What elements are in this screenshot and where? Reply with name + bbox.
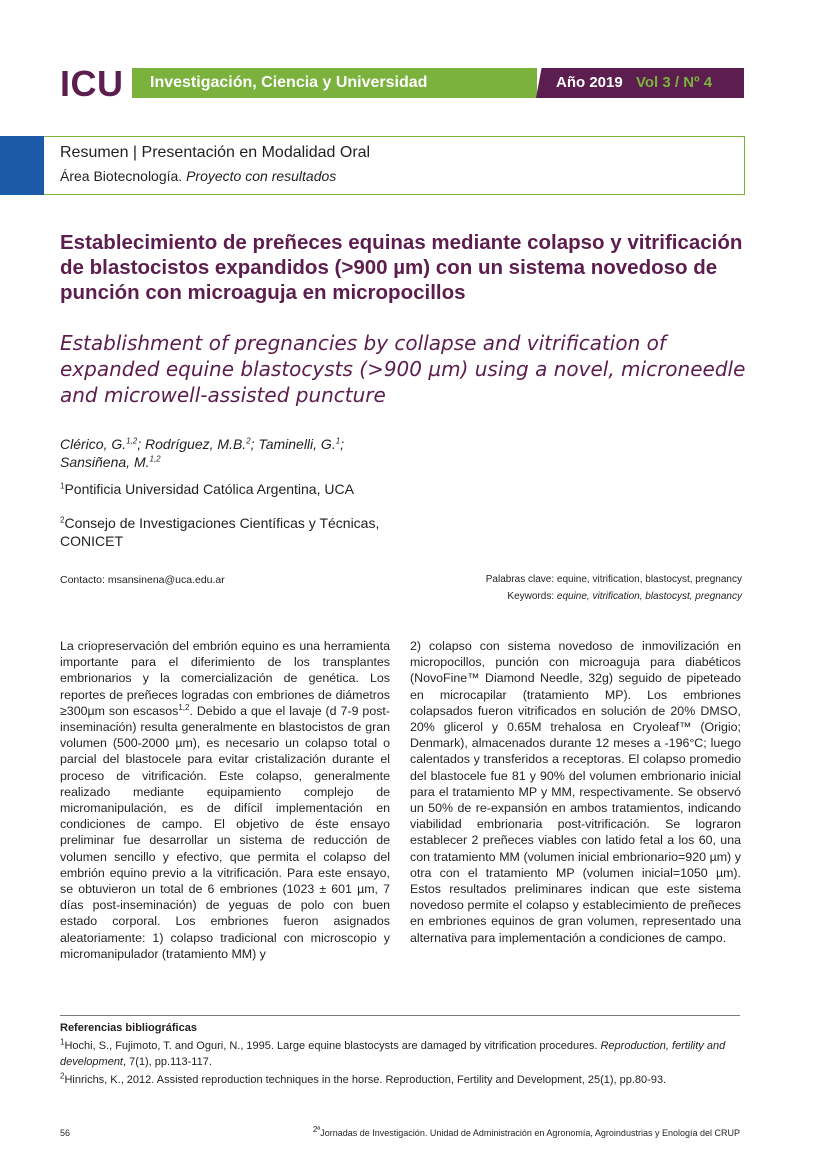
summary-type: Resumen | Presentación en Modalidad Oral — [60, 144, 371, 161]
journal-logo: ICU — [60, 63, 124, 104]
reference-text: Hochi, S., Fujimoto, T. and Oguri, N., 1995. Large equine blastocysts are damaged by vitrification procedures. — [64, 1040, 601, 1052]
reference-journal: Reproduction, fertility and development — [60, 1040, 726, 1068]
reference-sup: 2 — [60, 1071, 65, 1081]
reference-text: , 7(1), pp.113-117. — [123, 1056, 212, 1068]
affiliation — [60, 480, 390, 498]
references-heading: Referencias bibliográficas — [60, 1022, 197, 1034]
issue-year: Año 2019 — [556, 74, 623, 91]
affiliation — [60, 514, 390, 550]
page-number: 56 — [60, 1128, 71, 1138]
footer-text — [313, 1127, 740, 1139]
reference-item — [60, 1072, 740, 1088]
author-sep: ; — [137, 436, 146, 452]
author-sep: ; — [250, 436, 259, 452]
footer-label: Jornadas de Investigación. Unidad de Administración en Agronomía, Agroindustrias y Enología del CRUP — [320, 1128, 740, 1138]
title-english: Establishment of pregnancies by collapse and vitrification of expanded equine blastocysts (>900 µm) using a novel, microneedle and microwell-assisted puncture — [60, 331, 746, 407]
citation-sup: 1,2 — [178, 702, 190, 712]
affiliation-sup: 1 — [60, 481, 65, 491]
issue-volume: Vol 3 / Nº 4 — [636, 74, 713, 91]
affiliation-text: Consejo de Investigaciones Científicas y Técnicas, CONICET — [60, 515, 380, 549]
author-list — [60, 435, 440, 471]
author-sep: ; — [340, 436, 345, 452]
project-label: Proyecto con resultados — [186, 168, 337, 184]
references-divider — [60, 1015, 740, 1016]
author-name: Clérico, G. — [60, 436, 127, 452]
author-sup: 1,2 — [126, 436, 138, 446]
summary-box-accent — [0, 136, 44, 195]
summary-area — [60, 167, 336, 185]
keywords-spanish — [486, 573, 742, 587]
author-sup: 2 — [246, 436, 251, 446]
author-sup: 1,2 — [149, 454, 161, 464]
area-label: Área Biotecnología. — [60, 168, 183, 184]
body-text: . Debido a que el lavaje (d 7-9 post-inseminación) resulta generalmente en blastocistos de gran volumen (500-2000 µm), es necesario un colapso total o parcial del blastocele para evitar cristalización durante el proceso de vitrificación. Este colapso, generalmente realizado mediante equipamiento complejo de micromanipulación, es de difícil implementación en condiciones de campo. El objetivo de éste ensayo preliminar fue desarrollar un sistema de reducción de volumen sencillo y efectivo, que permita el colapso del embrión equino previo a la vitrificación. Para este ensayo, se obtuvieron un total de 6 embriones (1023 ± 601 µm, 7 días post-inseminación) de yeguas de polo con buen estado corporal. Los embriones fueron asignados aleatoriamente: 1) colapso tradicional con microscopio y micromanipulador (tratamiento MM) y — [60, 703, 390, 961]
contact-email[interactable]: msansinena@uca.edu.ar — [107, 574, 225, 586]
reference-text: Hinrichs, K., 2012. Assisted reproduction techniques in the horse. Reproduction, Fertility and Development, 25(1), pp.80-93. — [64, 1074, 667, 1086]
footer-sup: 2ª — [312, 1125, 321, 1134]
contact-label: Contacto: — [60, 574, 105, 586]
author-sup: 1 — [335, 436, 341, 446]
title-spanish: Establecimiento de preñeces equinas mediante colapso y vitrificación de blastocistos expandidos (>900 µm) con un sistema novedoso de punción con microaguja en micropocillos — [60, 231, 743, 304]
body-column-left — [60, 638, 390, 962]
author-name: Taminelli, G. — [258, 436, 336, 452]
contact — [60, 573, 225, 587]
author-name: Rodríguez, M.B. — [145, 436, 247, 452]
keywords-en-text: equine, vitrification, blastocyst, pregnancy — [556, 591, 742, 602]
affiliation-sup: 2 — [60, 515, 65, 525]
reference-sup: 1 — [60, 1037, 65, 1047]
author-name: Sansiñena, M. — [60, 454, 150, 470]
journal-title: Investigación, Ciencia y Universidad — [150, 74, 428, 91]
keywords-es-text: equine, vitrification, blastocyst, pregnancy — [556, 574, 742, 585]
reference-item — [60, 1038, 740, 1070]
affiliation-text: Pontificia Universidad Católica Argentina, UCA — [64, 481, 354, 497]
keywords-english — [507, 590, 742, 604]
keywords-es-label: Palabras clave: — [485, 574, 555, 585]
body-column-right: 2) colapso con sistema novedoso de inmovilización en micropocillos, punción con microaguja para diabéticos (NovoFine™ Diamond Needle, 32g) seguido de pipeteado en microcapilar (tratamiento MP). Los embriones colapsados fueron vitrificados en solución de 20% DMSO, 20% glicerol y 0.65M trehalosa en Cryoleaf™ (Origio; Denmark), almacenados durante 12 meses a -196°C; luego calentados y transferidos a receptoras. El colapso promedio del blastocele fue 81 y 90% del volumen embrionario inicial para el tratamiento MP y MM, respectivamente. Se observó un 50% de re-expansión en ambos tratamientos, indicando viabilidad embrionaria post-vitrificación. Se lograron establecer 2 preñeces viables con latido fetal a los 60, una con tratamiento MM (volumen inicial embrionario=920 µm) y otra con el tratamiento MP (volumen inicial=1050 µm). Estos resultados preliminares indican que este sistema novedoso permite el colapso y establecimiento de preñeces en embriones equinos de gran volumen, representado una alternativa para implementación a condiciones de campo. — [410, 639, 741, 945]
body-text: La criopreservación del embrión equino es una herramienta importante para el diferimiento de los transplantes embrionarios y la comercialización de genética. Los reportes de preñeces logradas con embriones de diámetros ≥300µm son escasos — [60, 639, 390, 718]
keywords-en-label: Keywords: — [507, 591, 555, 602]
